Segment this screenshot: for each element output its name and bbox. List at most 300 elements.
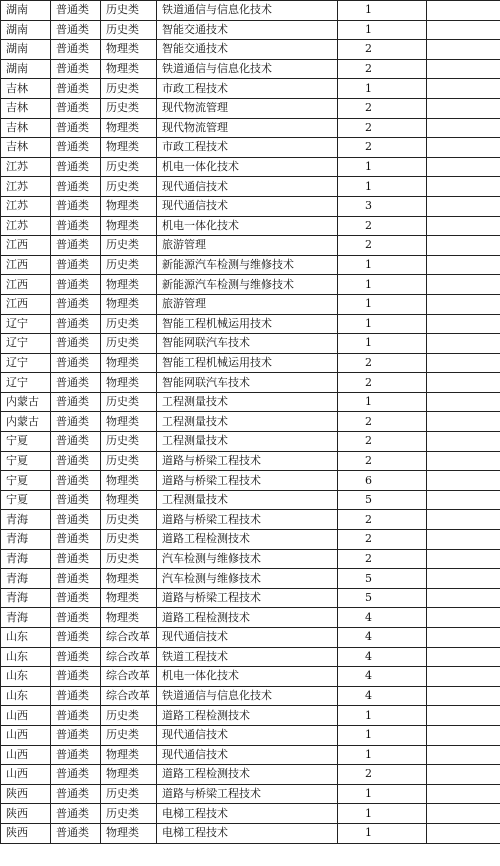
plan-count-value: 1 bbox=[365, 3, 372, 17]
plan-count-value: 1 bbox=[365, 297, 372, 311]
table-row bbox=[1, 451, 500, 471]
province-cell: 青海 bbox=[1, 510, 51, 530]
category-cell: 普通类 bbox=[51, 647, 101, 667]
province-cell: 宁夏 bbox=[1, 490, 51, 510]
category-cell: 普通类 bbox=[51, 823, 101, 843]
plan-count-value: 1 bbox=[365, 806, 372, 820]
plan-count-cell bbox=[338, 686, 427, 706]
note-cell bbox=[427, 608, 500, 628]
plan-count-cell bbox=[338, 608, 427, 628]
table-row bbox=[1, 530, 500, 550]
province-cell: 青海 bbox=[1, 608, 51, 628]
plan-count-value: 1 bbox=[365, 747, 372, 761]
category-cell: 普通类 bbox=[51, 373, 101, 393]
category-cell: 普通类 bbox=[51, 196, 101, 216]
subject-type-cell: 历史类 bbox=[101, 79, 157, 99]
province-cell: 青海 bbox=[1, 569, 51, 589]
subject-type-cell: 物理类 bbox=[101, 373, 157, 393]
plan-count-cell bbox=[338, 20, 427, 40]
category-cell: 普通类 bbox=[51, 138, 101, 158]
note-cell bbox=[427, 765, 500, 785]
plan-count-cell bbox=[338, 334, 427, 354]
plan-count-cell bbox=[338, 569, 427, 589]
category-cell: 普通类 bbox=[51, 588, 101, 608]
plan-count-cell bbox=[338, 59, 427, 79]
major-cell: 道路工程检测技术 bbox=[157, 765, 338, 785]
note-cell bbox=[427, 334, 500, 354]
table-row bbox=[1, 196, 500, 216]
plan-count-value: 1 bbox=[365, 316, 372, 330]
category-cell: 普通类 bbox=[51, 79, 101, 99]
category-cell: 普通类 bbox=[51, 432, 101, 452]
province-cell: 江苏 bbox=[1, 177, 51, 197]
note-cell bbox=[427, 275, 500, 295]
table-body bbox=[1, 1, 500, 844]
category-cell: 普通类 bbox=[51, 314, 101, 334]
table-row bbox=[1, 823, 500, 843]
note-cell bbox=[427, 725, 500, 745]
table-row bbox=[1, 628, 500, 648]
subject-type-cell: 历史类 bbox=[101, 432, 157, 452]
province-cell: 湖南 bbox=[1, 1, 51, 21]
note-cell bbox=[427, 373, 500, 393]
major-cell: 汽车检测与维修技术 bbox=[157, 569, 338, 589]
subject-type-cell: 历史类 bbox=[101, 530, 157, 550]
category-cell: 普通类 bbox=[51, 667, 101, 687]
plan-count-value: 2 bbox=[365, 375, 372, 389]
major-cell: 道路与桥梁工程技术 bbox=[157, 471, 338, 491]
plan-count-value: 1 bbox=[365, 22, 372, 36]
plan-count-value: 6 bbox=[365, 473, 372, 487]
subject-type-cell: 历史类 bbox=[101, 451, 157, 471]
plan-count-cell bbox=[338, 353, 427, 373]
note-cell bbox=[427, 823, 500, 843]
subject-type-cell: 历史类 bbox=[101, 255, 157, 275]
table-row bbox=[1, 471, 500, 491]
plan-count-value: 2 bbox=[365, 551, 372, 565]
note-cell bbox=[427, 255, 500, 275]
table-row bbox=[1, 79, 500, 99]
province-cell: 山东 bbox=[1, 628, 51, 648]
major-cell: 机电一体化技术 bbox=[157, 157, 338, 177]
table-row bbox=[1, 549, 500, 569]
table-row bbox=[1, 118, 500, 138]
note-cell bbox=[427, 294, 500, 314]
subject-type-cell: 物理类 bbox=[101, 412, 157, 432]
province-cell: 山西 bbox=[1, 745, 51, 765]
plan-count-value: 2 bbox=[365, 140, 372, 154]
major-cell: 汽车检测与维修技术 bbox=[157, 549, 338, 569]
category-cell: 普通类 bbox=[51, 608, 101, 628]
category-cell: 普通类 bbox=[51, 236, 101, 256]
plan-count-cell bbox=[338, 588, 427, 608]
table-row bbox=[1, 706, 500, 726]
province-cell: 吉林 bbox=[1, 79, 51, 99]
table-row bbox=[1, 1, 500, 21]
subject-type-cell: 物理类 bbox=[101, 490, 157, 510]
table-row bbox=[1, 745, 500, 765]
major-cell: 市政工程技术 bbox=[157, 138, 338, 158]
table-row bbox=[1, 647, 500, 667]
plan-count-value: 1 bbox=[365, 787, 372, 801]
note-cell bbox=[427, 432, 500, 452]
category-cell: 普通类 bbox=[51, 725, 101, 745]
plan-count-cell bbox=[338, 628, 427, 648]
major-cell: 现代通信技术 bbox=[157, 725, 338, 745]
plan-count-cell bbox=[338, 40, 427, 60]
note-cell bbox=[427, 353, 500, 373]
province-cell: 青海 bbox=[1, 588, 51, 608]
subject-type-cell: 历史类 bbox=[101, 510, 157, 530]
note-cell bbox=[427, 138, 500, 158]
category-cell: 普通类 bbox=[51, 275, 101, 295]
category-cell: 普通类 bbox=[51, 177, 101, 197]
major-cell: 工程测量技术 bbox=[157, 432, 338, 452]
plan-count-cell bbox=[338, 98, 427, 118]
note-cell bbox=[427, 530, 500, 550]
subject-type-cell: 历史类 bbox=[101, 1, 157, 21]
subject-type-cell: 物理类 bbox=[101, 765, 157, 785]
plan-count-value: 2 bbox=[365, 453, 372, 467]
note-cell bbox=[427, 216, 500, 236]
province-cell: 陕西 bbox=[1, 784, 51, 804]
category-cell: 普通类 bbox=[51, 118, 101, 138]
plan-count-value: 2 bbox=[365, 120, 372, 134]
note-cell bbox=[427, 667, 500, 687]
plan-count-value: 4 bbox=[365, 649, 372, 663]
category-cell: 普通类 bbox=[51, 412, 101, 432]
subject-type-cell: 物理类 bbox=[101, 823, 157, 843]
plan-count-value: 2 bbox=[365, 42, 372, 56]
subject-type-cell: 物理类 bbox=[101, 569, 157, 589]
note-cell bbox=[427, 451, 500, 471]
plan-count-cell bbox=[338, 667, 427, 687]
major-cell: 道路与桥梁工程技术 bbox=[157, 451, 338, 471]
note-cell bbox=[427, 569, 500, 589]
province-cell: 山西 bbox=[1, 706, 51, 726]
plan-count-value: 1 bbox=[365, 277, 372, 291]
category-cell: 普通类 bbox=[51, 353, 101, 373]
major-cell: 工程测量技术 bbox=[157, 490, 338, 510]
major-cell: 现代物流管理 bbox=[157, 98, 338, 118]
province-cell: 内蒙古 bbox=[1, 412, 51, 432]
subject-type-cell: 历史类 bbox=[101, 804, 157, 824]
note-cell bbox=[427, 412, 500, 432]
province-cell: 辽宁 bbox=[1, 334, 51, 354]
major-cell: 工程测量技术 bbox=[157, 412, 338, 432]
table-row bbox=[1, 804, 500, 824]
category-cell: 普通类 bbox=[51, 98, 101, 118]
plan-count-value: 2 bbox=[365, 414, 372, 428]
plan-count-value: 3 bbox=[365, 199, 372, 213]
plan-count-value: 1 bbox=[365, 258, 372, 272]
note-cell bbox=[427, 236, 500, 256]
table-row bbox=[1, 588, 500, 608]
note-cell bbox=[427, 471, 500, 491]
table-row bbox=[1, 490, 500, 510]
category-cell: 普通类 bbox=[51, 40, 101, 60]
subject-type-cell: 历史类 bbox=[101, 725, 157, 745]
plan-count-cell bbox=[338, 804, 427, 824]
plan-count-value: 4 bbox=[365, 689, 372, 703]
major-cell: 旅游管理 bbox=[157, 236, 338, 256]
table-row bbox=[1, 59, 500, 79]
plan-count-value: 1 bbox=[365, 728, 372, 742]
table-row bbox=[1, 98, 500, 118]
major-cell: 智能工程机械运用技术 bbox=[157, 314, 338, 334]
note-cell bbox=[427, 628, 500, 648]
table-row bbox=[1, 353, 500, 373]
table-row bbox=[1, 40, 500, 60]
subject-type-cell: 物理类 bbox=[101, 118, 157, 138]
note-cell bbox=[427, 59, 500, 79]
category-cell: 普通类 bbox=[51, 745, 101, 765]
plan-count-value: 1 bbox=[365, 179, 372, 193]
note-cell bbox=[427, 490, 500, 510]
category-cell: 普通类 bbox=[51, 255, 101, 275]
plan-count-cell bbox=[338, 451, 427, 471]
subject-type-cell: 物理类 bbox=[101, 275, 157, 295]
subject-type-cell: 历史类 bbox=[101, 392, 157, 412]
note-cell bbox=[427, 20, 500, 40]
plan-count-cell bbox=[338, 255, 427, 275]
plan-count-value: 2 bbox=[365, 238, 372, 252]
plan-count-value: 4 bbox=[365, 669, 372, 683]
note-cell bbox=[427, 157, 500, 177]
province-cell: 山东 bbox=[1, 686, 51, 706]
province-cell: 山东 bbox=[1, 667, 51, 687]
table-row bbox=[1, 784, 500, 804]
note-cell bbox=[427, 745, 500, 765]
major-cell: 机电一体化技术 bbox=[157, 667, 338, 687]
subject-type-cell: 历史类 bbox=[101, 314, 157, 334]
plan-count-cell bbox=[338, 706, 427, 726]
category-cell: 普通类 bbox=[51, 569, 101, 589]
note-cell bbox=[427, 784, 500, 804]
table-row bbox=[1, 216, 500, 236]
plan-count-cell bbox=[338, 1, 427, 21]
category-cell: 普通类 bbox=[51, 471, 101, 491]
major-cell: 工程测量技术 bbox=[157, 392, 338, 412]
major-cell: 铁道通信与信息化技术 bbox=[157, 1, 338, 21]
major-cell: 道路工程检测技术 bbox=[157, 706, 338, 726]
major-cell: 市政工程技术 bbox=[157, 79, 338, 99]
major-cell: 智能网联汽车技术 bbox=[157, 334, 338, 354]
major-cell: 旅游管理 bbox=[157, 294, 338, 314]
note-cell bbox=[427, 177, 500, 197]
major-cell: 道路工程检测技术 bbox=[157, 608, 338, 628]
table-row bbox=[1, 138, 500, 158]
province-cell: 辽宁 bbox=[1, 353, 51, 373]
subject-type-cell: 物理类 bbox=[101, 588, 157, 608]
plan-count-cell bbox=[338, 79, 427, 99]
category-cell: 普通类 bbox=[51, 530, 101, 550]
plan-count-cell bbox=[338, 294, 427, 314]
province-cell: 吉林 bbox=[1, 118, 51, 138]
plan-count-value: 2 bbox=[365, 62, 372, 76]
plan-count-cell bbox=[338, 157, 427, 177]
plan-count-value: 2 bbox=[365, 101, 372, 115]
category-cell: 普通类 bbox=[51, 1, 101, 21]
note-cell bbox=[427, 549, 500, 569]
plan-count-cell bbox=[338, 647, 427, 667]
plan-count-cell bbox=[338, 549, 427, 569]
plan-count-value: 2 bbox=[365, 512, 372, 526]
table-row bbox=[1, 255, 500, 275]
plan-count-cell bbox=[338, 725, 427, 745]
plan-count-value: 4 bbox=[365, 610, 372, 624]
province-cell: 江西 bbox=[1, 236, 51, 256]
subject-type-cell: 历史类 bbox=[101, 784, 157, 804]
plan-count-value: 1 bbox=[365, 708, 372, 722]
subject-type-cell: 历史类 bbox=[101, 157, 157, 177]
plan-count-cell bbox=[338, 196, 427, 216]
province-cell: 宁夏 bbox=[1, 451, 51, 471]
major-cell: 道路与桥梁工程技术 bbox=[157, 784, 338, 804]
subject-type-cell: 历史类 bbox=[101, 549, 157, 569]
major-cell: 智能网联汽车技术 bbox=[157, 373, 338, 393]
plan-count-cell bbox=[338, 530, 427, 550]
province-cell: 陕西 bbox=[1, 804, 51, 824]
table-row bbox=[1, 373, 500, 393]
note-cell bbox=[427, 588, 500, 608]
province-cell: 湖南 bbox=[1, 59, 51, 79]
plan-count-cell bbox=[338, 275, 427, 295]
plan-count-cell bbox=[338, 490, 427, 510]
plan-count-cell bbox=[338, 823, 427, 843]
plan-count-value: 2 bbox=[365, 434, 372, 448]
major-cell: 道路与桥梁工程技术 bbox=[157, 588, 338, 608]
plan-count-value: 4 bbox=[365, 630, 372, 644]
plan-count-cell bbox=[338, 392, 427, 412]
major-cell: 智能工程机械运用技术 bbox=[157, 353, 338, 373]
table-row bbox=[1, 177, 500, 197]
province-cell: 江西 bbox=[1, 294, 51, 314]
subject-type-cell: 历史类 bbox=[101, 177, 157, 197]
plan-count-cell bbox=[338, 138, 427, 158]
table-row bbox=[1, 667, 500, 687]
subject-type-cell: 综合改革 bbox=[101, 667, 157, 687]
category-cell: 普通类 bbox=[51, 157, 101, 177]
province-cell: 江苏 bbox=[1, 216, 51, 236]
subject-type-cell: 物理类 bbox=[101, 745, 157, 765]
category-cell: 普通类 bbox=[51, 451, 101, 471]
category-cell: 普通类 bbox=[51, 59, 101, 79]
major-cell: 铁道工程技术 bbox=[157, 647, 338, 667]
subject-type-cell: 物理类 bbox=[101, 196, 157, 216]
plan-count-value: 5 bbox=[365, 493, 372, 507]
province-cell: 吉林 bbox=[1, 98, 51, 118]
category-cell: 普通类 bbox=[51, 294, 101, 314]
plan-count-cell bbox=[338, 412, 427, 432]
note-cell bbox=[427, 118, 500, 138]
major-cell: 新能源汽车检测与维修技术 bbox=[157, 255, 338, 275]
subject-type-cell: 物理类 bbox=[101, 138, 157, 158]
category-cell: 普通类 bbox=[51, 549, 101, 569]
category-cell: 普通类 bbox=[51, 804, 101, 824]
table-row bbox=[1, 608, 500, 628]
subject-type-cell: 综合改革 bbox=[101, 686, 157, 706]
subject-type-cell: 历史类 bbox=[101, 20, 157, 40]
table-row bbox=[1, 314, 500, 334]
note-cell bbox=[427, 196, 500, 216]
major-cell: 铁道通信与信息化技术 bbox=[157, 59, 338, 79]
plan-count-value: 1 bbox=[365, 826, 372, 840]
table-row bbox=[1, 686, 500, 706]
category-cell: 普通类 bbox=[51, 334, 101, 354]
note-cell bbox=[427, 647, 500, 667]
note-cell bbox=[427, 392, 500, 412]
note-cell bbox=[427, 510, 500, 530]
plan-count-cell bbox=[338, 471, 427, 491]
note-cell bbox=[427, 686, 500, 706]
category-cell: 普通类 bbox=[51, 490, 101, 510]
note-cell bbox=[427, 706, 500, 726]
table-row bbox=[1, 765, 500, 785]
table-row bbox=[1, 412, 500, 432]
plan-count-value: 1 bbox=[365, 336, 372, 350]
category-cell: 普通类 bbox=[51, 20, 101, 40]
subject-type-cell: 物理类 bbox=[101, 40, 157, 60]
plan-count-cell bbox=[338, 373, 427, 393]
category-cell: 普通类 bbox=[51, 686, 101, 706]
plan-count-cell bbox=[338, 236, 427, 256]
province-cell: 宁夏 bbox=[1, 432, 51, 452]
subject-type-cell: 历史类 bbox=[101, 334, 157, 354]
category-cell: 普通类 bbox=[51, 216, 101, 236]
province-cell: 内蒙古 bbox=[1, 392, 51, 412]
major-cell: 智能交通技术 bbox=[157, 20, 338, 40]
plan-count-cell bbox=[338, 216, 427, 236]
major-cell: 现代物流管理 bbox=[157, 118, 338, 138]
subject-type-cell: 综合改革 bbox=[101, 628, 157, 648]
province-cell: 江西 bbox=[1, 275, 51, 295]
plan-count-value: 2 bbox=[365, 532, 372, 546]
province-cell: 江苏 bbox=[1, 157, 51, 177]
plan-count-value: 2 bbox=[365, 767, 372, 781]
subject-type-cell: 历史类 bbox=[101, 706, 157, 726]
subject-type-cell: 物理类 bbox=[101, 294, 157, 314]
category-cell: 普通类 bbox=[51, 784, 101, 804]
province-cell: 山西 bbox=[1, 765, 51, 785]
province-cell: 湖南 bbox=[1, 20, 51, 40]
category-cell: 普通类 bbox=[51, 628, 101, 648]
category-cell: 普通类 bbox=[51, 510, 101, 530]
province-cell: 宁夏 bbox=[1, 471, 51, 491]
plan-count-cell bbox=[338, 784, 427, 804]
category-cell: 普通类 bbox=[51, 765, 101, 785]
note-cell bbox=[427, 79, 500, 99]
note-cell bbox=[427, 40, 500, 60]
table-row bbox=[1, 569, 500, 589]
major-cell: 新能源汽车检测与维修技术 bbox=[157, 275, 338, 295]
table-row bbox=[1, 294, 500, 314]
table-row bbox=[1, 334, 500, 354]
major-cell: 智能交通技术 bbox=[157, 40, 338, 60]
subject-type-cell: 物理类 bbox=[101, 216, 157, 236]
plan-count-value: 5 bbox=[365, 591, 372, 605]
major-cell: 道路与桥梁工程技术 bbox=[157, 510, 338, 530]
plan-count-value: 1 bbox=[365, 395, 372, 409]
plan-count-value: 2 bbox=[365, 355, 372, 369]
major-cell: 铁道通信与信息化技术 bbox=[157, 686, 338, 706]
plan-count-cell bbox=[338, 177, 427, 197]
subject-type-cell: 物理类 bbox=[101, 471, 157, 491]
plan-count-value: 5 bbox=[365, 571, 372, 585]
major-cell: 现代通信技术 bbox=[157, 177, 338, 197]
subject-type-cell: 历史类 bbox=[101, 236, 157, 256]
major-cell: 电梯工程技术 bbox=[157, 804, 338, 824]
